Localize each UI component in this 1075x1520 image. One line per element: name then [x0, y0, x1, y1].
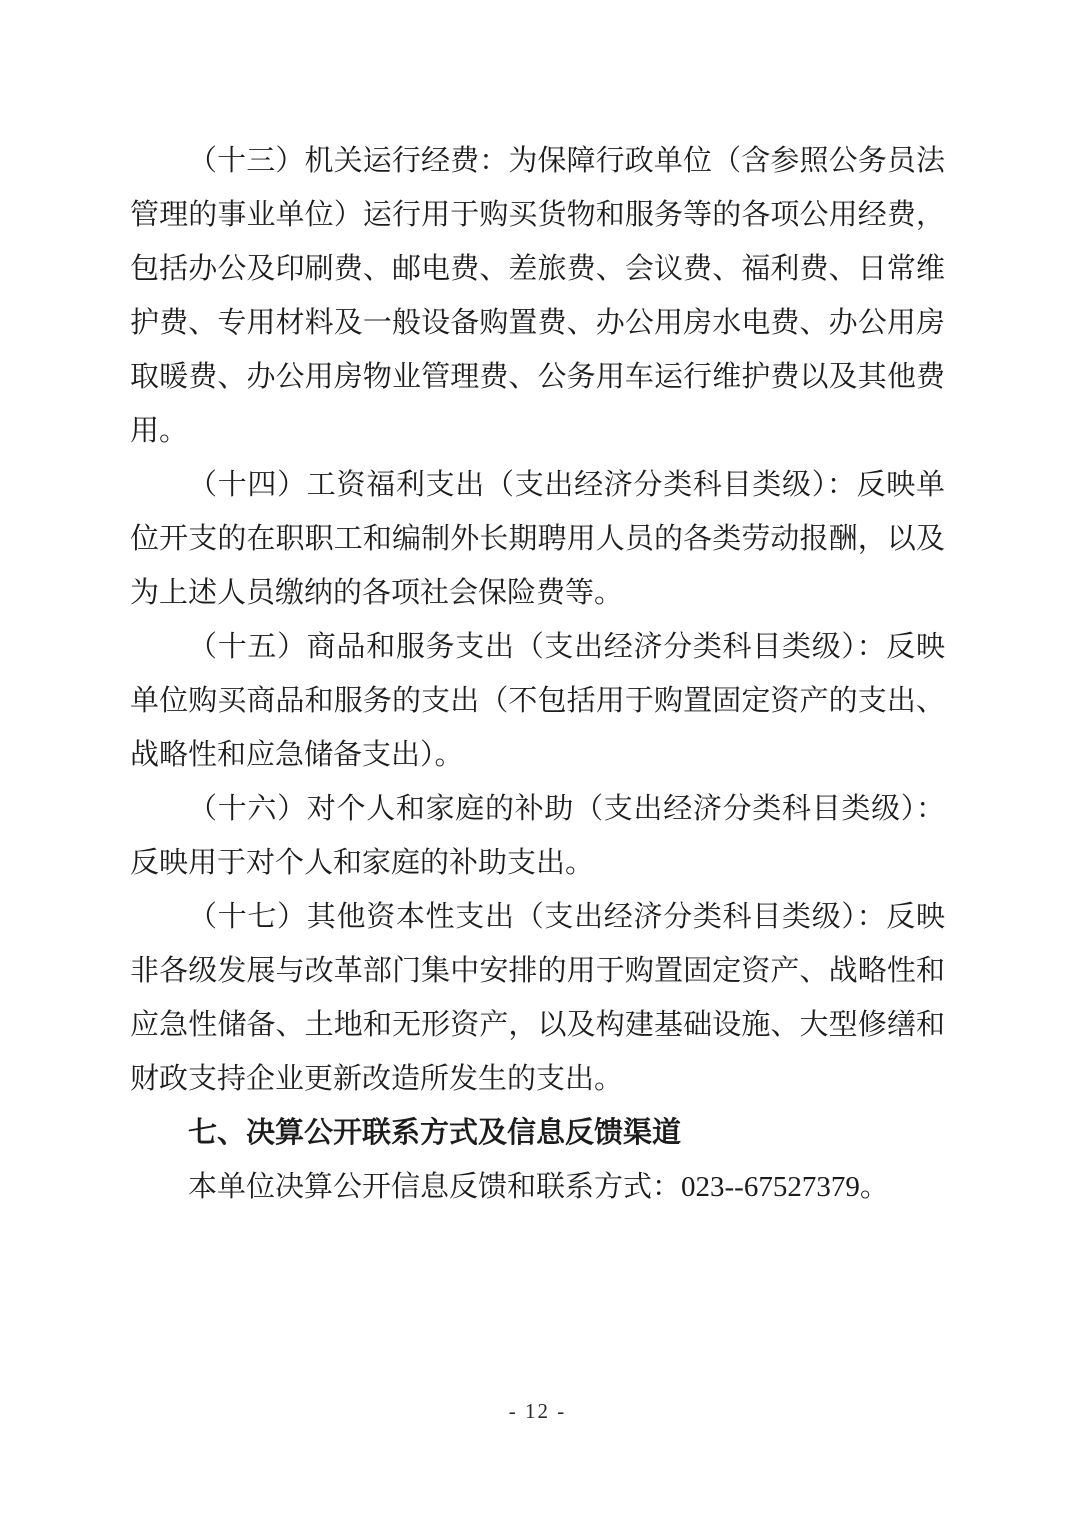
- paragraph-item-15-goods-services-expenditure: （十五）商品和服务支出（支出经济分类科目类级）：反映单位购买商品和服务的支出（不包括用于购置固定资产的支出、战略性和应急储备支出）。: [130, 631, 945, 771]
- section-heading-contact-info: 七、决算公开联系方式及信息反馈渠道: [188, 1117, 682, 1149]
- paragraph-item-16-individual-family-subsidies: （十六）对个人和家庭的补助（支出经济分类科目类级）：反映用于对个人和家庭的补助支出。: [130, 793, 945, 879]
- paragraph-item-14-wage-welfare-expenditure: （十四）工资福利支出（支出经济分类科目类级）：反映单位开支的在职职工和编制外长期聘用人员的各类劳动报酬，以及为上述人员缴纳的各项社会保险费等。: [130, 469, 945, 609]
- paragraph-item-17-other-capital-expenditure: （十七）其他资本性支出（支出经济分类科目类级）：反映非各级发展与改革部门集中安排的用于购置固定资产、战略性和应急性储备、土地和无形资产，以及构建基础设施、大型修缮和财政支持企业更新改造所发生的支出。: [130, 901, 945, 1095]
- paragraph-item-13-office-operating-expenses: （十三）机关运行经费：为保障行政单位（含参照公务员法管理的事业单位）运行用于购买货物和服务等的各项公用经费，包括办公及印刷费、邮电费、差旅费、会议费、福利费、日常维护费、专用材料及一般设备购置费、办公用房水电费、办公用房取暖费、办公用房物业管理费、公务用车运行维护费以及其他费用。: [130, 145, 945, 447]
- contact-paragraph: 本单位决算公开信息反馈和联系方式：023--67527379。: [188, 1171, 889, 1203]
- page-number: - 12 -: [508, 1399, 567, 1423]
- document-body: [130, 134, 945, 1214]
